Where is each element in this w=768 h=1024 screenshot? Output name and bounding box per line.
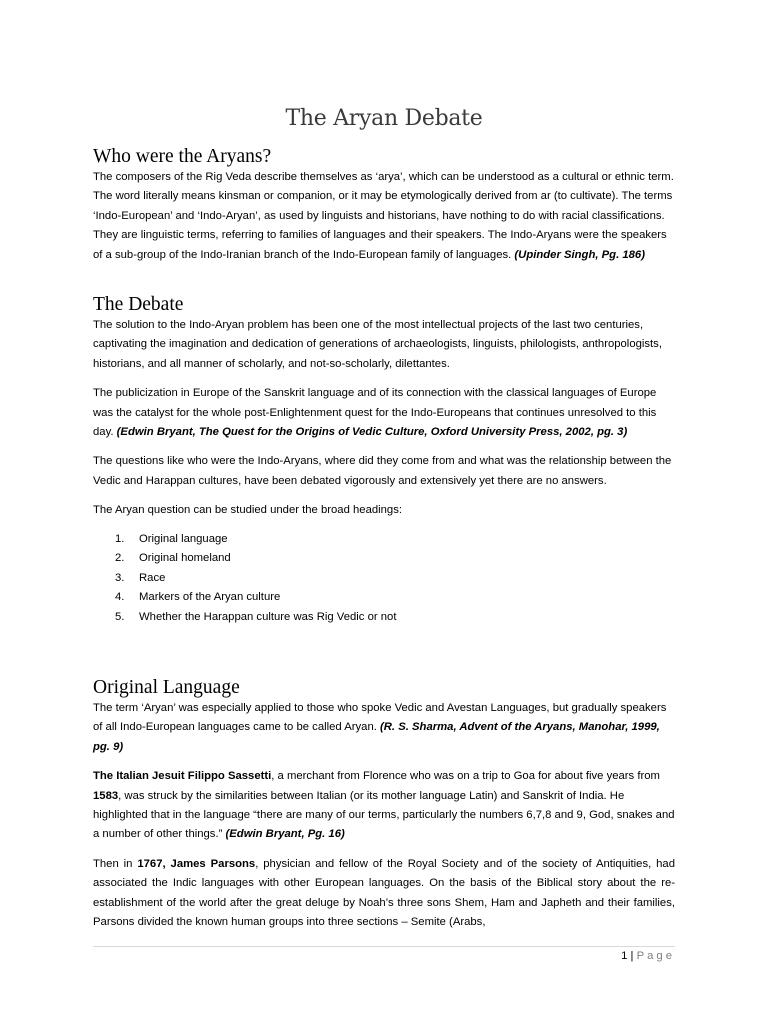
page-number: 1 (621, 950, 628, 962)
citation: (Edwin Bryant, Pg. 16) (225, 828, 345, 841)
citation: (R. S. Sharma, Advent of the Aryans, Manohar, 1999, pg. 9) (93, 721, 660, 753)
paragraph: The term ‘Aryan’ was especially applied to those who spoke Vedic and Avestan Languages, but gradually speakers of all Indo-European languages came to be called Aryan. (R. S. Sharma, Advent of the Aryans, Manohar, 1999, pg. 9) (93, 702, 667, 753)
page-footer: 1 | Page (621, 950, 675, 962)
paragraph: The questions like who were the Indo-Aryans, where did they come from and what was the relationship between the Vedic and Harappan cultures, have been debated vigorously and extensively yet there are no answers. (93, 455, 672, 487)
section-original-language (93, 677, 675, 932)
section-who-were-the-aryans (93, 146, 675, 265)
list-item: 3. Race (115, 571, 166, 584)
section-the-debate (93, 294, 675, 627)
paragraph: The publicization in Europe of the Sanskrit language and of its connection with the classical languages of Europe was the catalyst for the whole post-Enlightenment quest for the Indo-Europeans that continues unresolved to this day. (Edwin Bryant, The Quest for the Origins of Vedic Culture, Oxford University Press, 2002, pg. 3) (93, 387, 657, 439)
footer-divider (93, 946, 675, 947)
section-heading: The Debate (93, 294, 184, 315)
section-heading: Who were the Aryans? (93, 146, 272, 167)
page-label: Page (636, 950, 675, 962)
paragraph: The Italian Jesuit Filippo Sassetti, a merchant from Florence who was on a trip to Goa for about five years from 1583, was struck by the similarities between Italian (or its mother language Latin) and Sanskrit of India. He highlighted that in the language “there are many of our terms, particularly the numbers 6,7,8 and 9, God, snakes and a number of other things.” (Edwin Bryant, Pg. 16) (93, 770, 675, 841)
citation: (Upinder Singh, Pg. 186) (514, 248, 645, 261)
list-item: 1. Original language (115, 532, 228, 545)
list-item: 4. Markers of the Aryan culture (115, 591, 281, 604)
list-item: 5. Whether the Harappan culture was Rig Vedic or not (115, 610, 397, 623)
citation: (Edwin Bryant, The Quest for the Origins of Vedic Culture, Oxford University Press, 2002, pg. 3) (116, 426, 628, 439)
list-item: 2. Original homeland (115, 552, 231, 565)
section-heading: Original Language (93, 677, 240, 698)
paragraph: The Aryan question can be studied under the broad headings: (93, 504, 403, 517)
page-title: The Aryan Debate (285, 106, 483, 131)
paragraph: Then in 1767, James Parsons, physician and fellow of the Royal Society and of the society of Antiquities, had associated the Indic languages with other European languages. On the basis of the Biblical story about the re-establishment of the world after the great deluge by Noah’s three sons Shem, Ham and Japheth and their families, Parsons divided the known human groups into three sections – Semite (Arabs, (93, 857, 675, 929)
headings-list (93, 530, 675, 628)
paragraph: The composers of the Rig Veda describe themselves as ‘arya’, which can be understood as a cultural or ethnic term. The word literally means kinsman or companion, or it may be etymologically derived from ar (to cultivate). The terms ‘Indo-European’ and ‘Indo-Aryan’, as used by linguists and historians, have nothing to do with racial classifications. They are linguistic terms, referring to families of languages and their speakers. The Indo-Aryans were the speakers of a sub-group of the Indo-Iranian branch of the Indo-European family of languages. (Upinder Singh, Pg. 186) (93, 171, 674, 261)
paragraph: The solution to the Indo-Aryan problem has been one of the most intellectual projects of the last two centuries, captivating the imagination and dedication of generations of archaeologists, linguists, philologists, anthropologists, historians, and all manner of scholarly, and not-so-scholarly, dilettantes. (93, 319, 662, 370)
